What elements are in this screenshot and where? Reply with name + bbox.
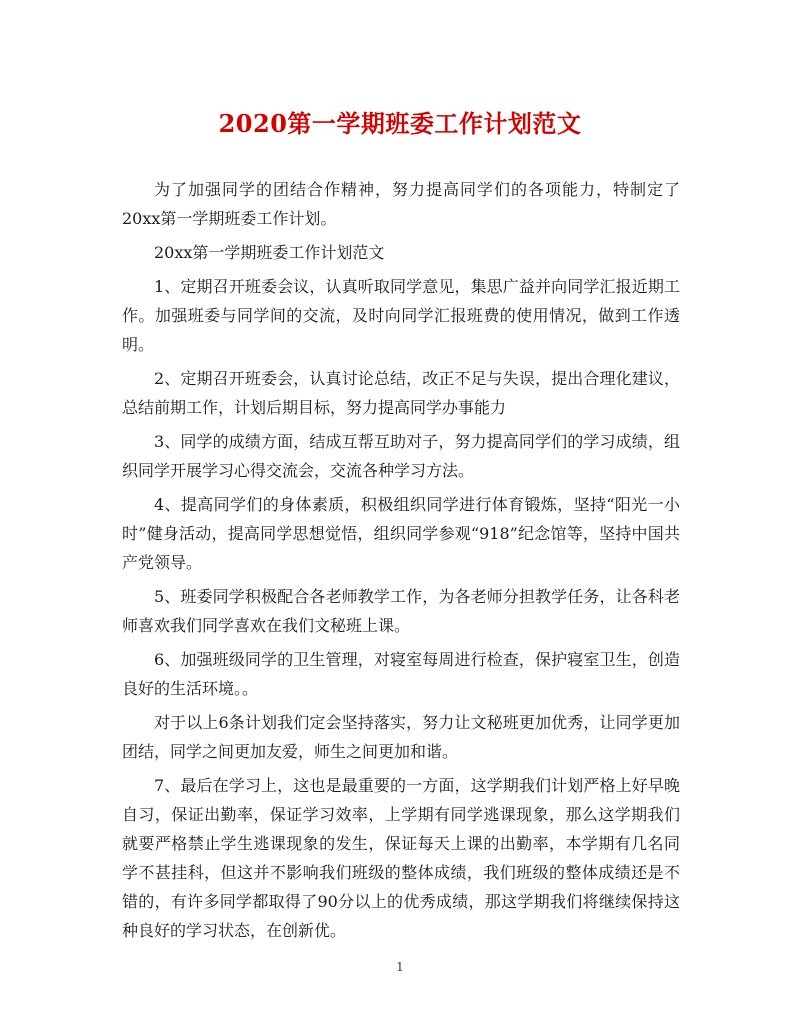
paragraph-item-7: 7、最后在学习上，这也是最重要的一方面，这学期我们计划严格上好早晚自习，保证出勤率，保证学习效率，上学期有同学逃课现象，那么这学期我们就要严格禁止学生逃课现象的发生，保证每天上课的出勤率，本学期有几名同学不甚挂科，但这并不影响我们班级的整体成绩，我们班级的整体成绩还是不错的，有许多同学都取得了90分以上的优秀成绩，那这学期我们将继续保持这种良好的学习状态，在创新优。 [122, 776, 680, 940]
paragraph-subtitle: 20xx第一学期班委工作计划范文 [154, 243, 385, 262]
paragraph-summary: 对于以上6条计划我们定会坚持落实，努力让文秘班更加优秀，让同学更加团结，同学之间更加友爱，师生之间更加和谐。 [122, 713, 680, 761]
paragraph-item-5: 5、班委同学积极配合各老师教学工作，为各老师分担教学任务，让各科老师喜欢我们同学喜欢在我们文秘班上课。 [122, 587, 680, 635]
paragraph-intro: 为了加强同学的团结合作精神，努力提高同学们的各项能力，特制定了20xx第一学期班委工作计划。 [122, 180, 680, 228]
paragraph-item-1: 1、定期召开班委会议，认真听取同学意见，集思广益并向同学汇报近期工作。加强班委与同学间的交流，及时向同学汇报班费的使用情况，做到工作透明。 [122, 277, 680, 354]
paragraph-item-2: 2、定期召开班委会，认真讨论总结，改正不足与失误，提出合理化建议，总结前期工作，计划后期目标，努力提高同学办事能力 [122, 369, 680, 417]
paragraph-item-6: 6、加强班级同学的卫生管理，对寝室每周进行检查，保护寝室卫生，创造良好的生活环境。。 [122, 650, 680, 698]
paragraph-item-3: 3、同学的成绩方面，结成互帮互助对子，努力提高同学们的学习成绩，组织同学开展学习心得交流会，交流各种学习方法。 [122, 432, 680, 480]
document-body [122, 175, 680, 950]
page-number: 1 [396, 960, 404, 974]
document-title: 2020第一学期班委工作计划范文 [218, 109, 582, 138]
paragraph-item-4: 4、提高同学们的身体素质，积极组织同学进行体育锻炼，坚持“阳光一小时”健身活动，提高同学思想觉悟，组织同学参观“918”纪念馆等，坚持中国共产党领导。 [122, 495, 680, 572]
